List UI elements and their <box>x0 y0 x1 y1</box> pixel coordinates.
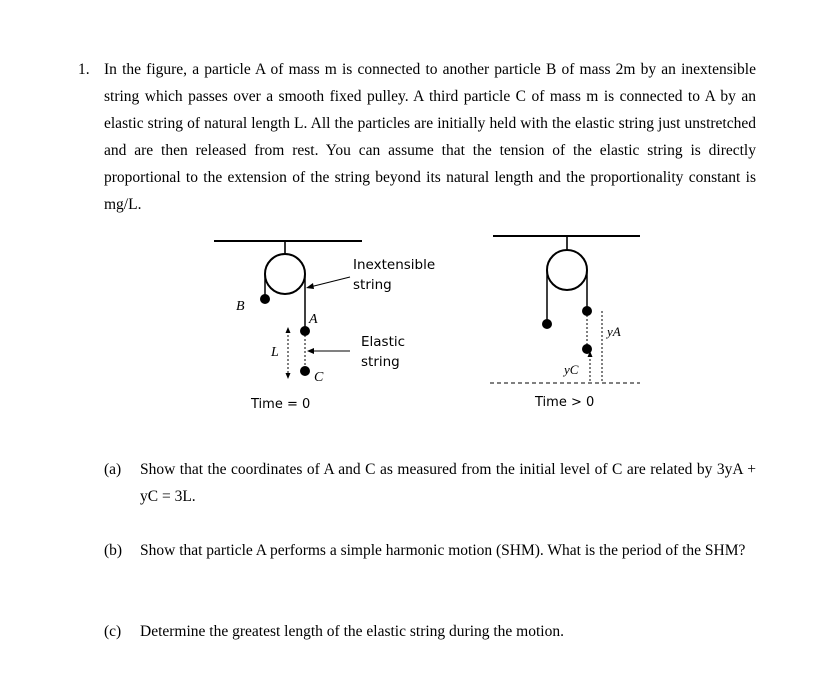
left-panel <box>214 241 362 412</box>
particle-b <box>260 294 270 304</box>
label-l: L <box>271 345 279 360</box>
right-particle-b <box>542 319 552 329</box>
inextensible-pointer <box>310 277 350 287</box>
right-particle-a <box>582 306 592 316</box>
question-number: 1. <box>78 61 90 78</box>
right-pulley <box>547 250 587 290</box>
particle-c <box>300 366 310 376</box>
length-arrow-down <box>286 373 291 379</box>
label-ya: yA <box>607 324 621 339</box>
part-a-label: (a) <box>104 461 122 478</box>
part-b <box>104 537 756 564</box>
right-panel <box>490 236 640 410</box>
inextensible-pointer-head <box>306 283 314 289</box>
part-a <box>104 456 756 505</box>
inextensible-label-1: Inextensible <box>353 257 436 273</box>
elastic-label-2: string <box>361 354 400 370</box>
elastic-label-1: Elastic <box>361 334 406 350</box>
particle-a <box>300 326 310 336</box>
part-b-text: Show that particle A performs a simple harmonic motion (SHM). What is the period of the SHM? <box>140 542 746 559</box>
inextensible-label-2: string <box>353 277 392 293</box>
label-a: A <box>309 312 318 327</box>
part-a-text: Show that the coordinates of A and C as measured from the initial level of C are related by 3yA + yC = 3L. <box>140 461 756 505</box>
part-c-text: Determine the greatest length of the elastic string during the motion. <box>140 623 564 640</box>
pulley-figure <box>200 225 650 420</box>
part-b-label: (b) <box>104 542 123 559</box>
question-body: In the figure, a particle A of mass m is connected to another particle B of mass 2m by an inextensible string which passes over a smooth fixed pulley. A third particle C of mass m is connected to A by an elastic string of natural length L. All the particles are initially held with the elastic string just unstretched and are then released from rest. You can assume that the tension of the elastic string is directly proportional to the extension of the string beyond its natural length and the proportionality constant is mg/L. <box>104 61 756 213</box>
label-yc: yC <box>564 362 579 377</box>
label-b: B <box>236 299 245 314</box>
caption-time-positive: Time > 0 <box>535 395 595 410</box>
caption-time-zero: Time = 0 <box>251 397 311 412</box>
elastic-pointer-head <box>307 348 314 354</box>
annotations <box>306 257 435 370</box>
part-c <box>104 618 756 645</box>
left-pulley <box>265 254 305 294</box>
length-arrow-up <box>286 327 291 333</box>
part-c-label: (c) <box>104 623 122 640</box>
label-c: C <box>314 370 324 385</box>
